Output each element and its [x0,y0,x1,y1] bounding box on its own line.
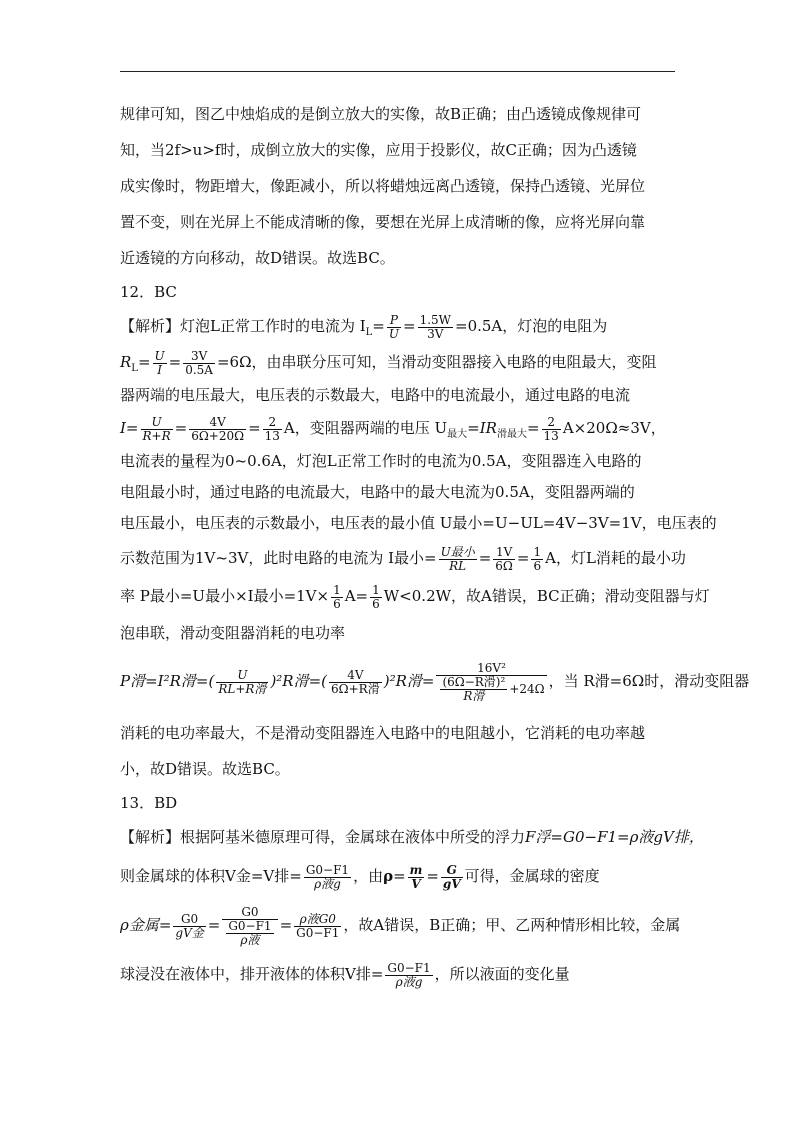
fraction: $\frac{G0-F1}{\text{ρ液}}$ [228,918,272,947]
fraction: $\frac{\text{ρ液G0}}{G0-F1}$ [296,911,340,940]
q12-formula: P滑=I²R滑=( $\frac{U}{\text{RL+R滑}}$ )²R滑=( $\frac{4V}{\text{6Ω+R滑}}$ )²R滑= 16V² $\frac{\text{(6Ω−R滑)²}}{\text{R滑}}$ +24Ω ，当 R滑=6Ω时，滑动变阻器 [120,660,750,703]
fraction: $\frac{1V}{6\Omega}$ [495,544,513,573]
document-body [120,96,750,995]
fraction: $\frac{G0}{\text{gV金}}$ [175,911,204,940]
fraction: $\frac{4V}{6\Omega+20\Omega}$ [191,414,245,443]
fraction: $\frac{1.5W}{3V}$ [419,312,451,341]
q12-text: 【解析】灯泡L正常工作时的电流为 I [120,317,366,335]
q12-line-8: 示数范围为1V~3V，此时电路的电流为 I最小= $\frac{\text{U最小}}{RL}$ = $\frac{1V}{6\Omega}$ = $\frac{1}{6}$ A，灯L消耗的最小功 [120,544,686,573]
q12-line-3: 器两端的电压最大，电压表的示数最大，电路中的电流最小，通过电路的电流 [120,386,631,404]
q12-line-13: 小，故D错误。故选BC。 [120,760,290,778]
answer-13: 13．BD [120,794,178,812]
header-rule [120,71,675,72]
fraction: $\frac{U}{\text{RL+R滑}}$ [218,667,267,696]
fraction: $\frac{\text{U最小}}{RL}$ [440,544,475,573]
q13-line-2: 则金属球的体积V金=V排= $\frac{G0-F1}{\text{ρ液g}}$ ，由ρ= $\frac{m}{V}$ = $\frac{G}{gV}$ 可得，金属球的密度 [120,862,600,891]
fraction: $\frac{1}{6}$ [333,582,341,611]
paragraph-line: 置不变，则在光屏上不能成清晰的像，要想在光屏上成清晰的像，应将光屏向靠 [120,213,646,231]
fraction: $\frac{U}{I}$ [154,348,165,377]
fraction: $\frac{U}{R+R}$ [142,414,171,443]
fraction: $\frac{2}{13}$ [543,414,559,443]
answer-12: 12．BC [120,283,177,301]
q12-line-6: 电阻最小时，通过电路的电流最大，电路中的最大电流为0.5A，变阻器两端的 [120,483,635,501]
fraction: 16V² $\frac{\text{(6Ω−R滑)²}}{\text{R滑}}$ +24Ω [436,662,546,703]
q12-line-10: 泡串联，滑动变阻器消耗的电功率 [120,624,346,642]
fraction: $\frac{m}{V}$ [409,862,423,891]
fraction: $\frac{2}{13}$ [264,414,280,443]
q12-line-1: 【解析】灯泡L正常工作时的电流为 $I_L=$ $\frac{P}{U}$ = $\frac{1.5W}{3V}$ =0.5A，灯泡的电阻为 [120,312,608,341]
fraction: $\frac{1}{6}$ [372,582,380,611]
q12-line-5: 电流表的量程为0~0.6A，灯泡L正常工作时的电流为0.5A，变阻器连入电路的 [120,452,642,470]
q13-line-3: ρ金属= $\frac{G0}{\text{gV金}}$ = $\frac{G0}{\frac{G0-F1}{\text{ρ液}}}$ = $\frac{\text{ρ液G0}}{G0-F1}$ ，故A错误，B正确；甲、乙两种情形相比较，金属 [120,904,681,947]
fraction: $\frac{G0-F1}{\text{ρ液g}}$ [387,960,431,989]
fraction: $\frac{P}{U}$ [388,312,399,341]
q12-line-12: 消耗的电功率最大，不是滑动变阻器连入电路中的电阻越小，它消耗的电功率越 [120,724,646,742]
paragraph-line: 知，当2f>u>f时，成倒立放大的实像，应用于投影仪，故C正确；因为凸透镜 [120,141,637,159]
fraction: $\frac{G0-F1}{\text{ρ液g}}$ [305,862,350,891]
paragraph-line: 成实像时，物距增大，像距减小，所以将蜡烛远离凸透镜，保持凸透镜、光屏位 [120,177,646,195]
fraction: $\frac{\text{(6Ω−R滑)²}}{\text{R滑}}$ [442,674,506,703]
fraction: $\frac{G0}{\frac{G0-F1}{\text{ρ液}}}$ [222,906,277,947]
q12-line-7: 电压最小，电压表的示数最小，电压表的最小值 U最小=U−UL=4V−3V=1V，电压表的 [120,514,717,532]
q12-line-2: $R_L=$ $\frac{U}{I}$ = $\frac{3V}{0.5A}$ =6Ω，由串联分压可知，当滑动变阻器接入电路的电阻最大，变阻 [120,348,657,377]
fraction: $\frac{G}{gV}$ [442,862,461,891]
q13-line-1: 【解析】根据阿基米德原理可得，金属球在液体中所受的浮力F浮=G0−F1=ρ液gV排， [120,828,704,846]
q12-line-9: 率 P最小=U最小×I最小=1V× $\frac{1}{6}$ A= $\frac{1}{6}$ W<0.2W，故A错误，BC正确；滑动变阻器与灯 [120,582,710,611]
fraction: $\frac{4V}{\text{6Ω+R滑}}$ [331,667,380,696]
paragraph-line: 近透镜的方向移动，故D错误。故选BC。 [120,249,395,267]
paragraph-line: 规律可知，图乙中烛焰成的是倒立放大的实像，故B正确；由凸透镜成像规律可 [120,105,642,123]
fraction: $\frac{3V}{0.5A}$ [185,348,213,377]
q12-line-4: I= $\frac{U}{R+R}$ = $\frac{4V}{6\Omega+20\Omega}$ = $\frac{2}{13}$ A，变阻器两端的电压 $U_{最大}=IR_{滑最大}=$ $\frac{2}{13}$ A×20Ω≈3V， [120,414,666,443]
fraction: $\frac{1}{6}$ [533,544,542,573]
q13-line-4: 球浸没在液体中，排开液体的体积V排= $\frac{G0-F1}{\text{ρ液g}}$ ，所以液面的变化量 [120,960,570,989]
